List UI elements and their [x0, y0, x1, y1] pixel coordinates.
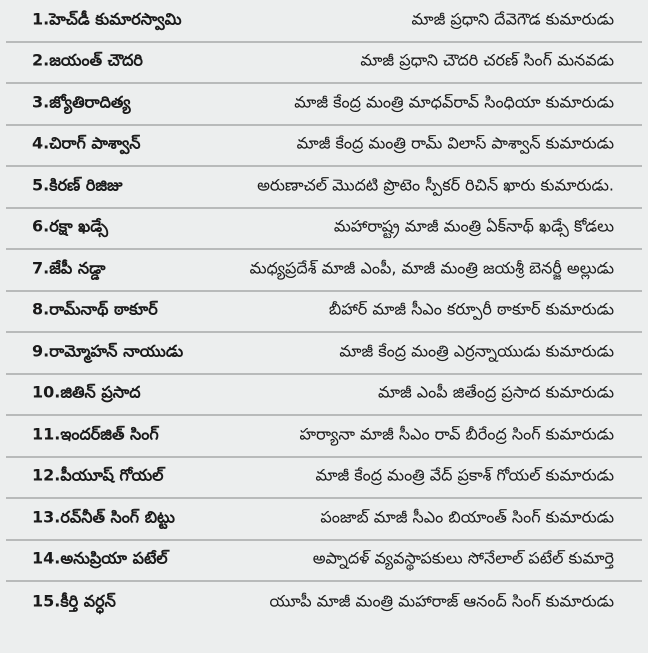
- list-row-4: [6, 126, 642, 168]
- row-name: 8.రామ్‌నాథ్ ఠాకూర్: [32, 299, 158, 319]
- list-row-9: [6, 333, 642, 375]
- row-name: 12.పీయూష్ గోయల్: [32, 465, 164, 485]
- row-name: 15.కీర్తి వర్ధన్: [32, 591, 116, 611]
- row-name: 1.హెచ్‌డీ కుమారస్వామి: [32, 9, 182, 29]
- row-description: అరుణాచల్ మొదటి ప్రొటెం స్పీకర్ రిచిన్ ఖారు కుమారుడు.: [257, 175, 614, 195]
- row-name: 11.ఇందర్‌జిత్ సింగ్: [32, 424, 159, 444]
- row-description: మాజీ ప్రధాని చౌదరి చరణ్ సింగ్ మనవడు: [360, 50, 614, 70]
- row-description: మాజీ ప్రధాని దేవెగౌడ కుమారుడు: [411, 9, 614, 29]
- row-description: మాజీ ఎంపీ జితేంద్ర ప్రసాద కుమారుడు: [377, 382, 614, 402]
- row-name: 13.రవ్‌నీత్ సింగ్ బిట్టు: [32, 507, 175, 527]
- list-row-3: [6, 84, 642, 126]
- list-row-10: [6, 375, 642, 417]
- row-name: 2.జయంత్ చౌదరి: [32, 50, 143, 70]
- row-description: మాజీ కేంద్ర మంత్రి వేద్ ప్రకాశ్ గోయల్ కుమారుడు: [315, 465, 614, 485]
- row-name: 9.రామ్మోహన్ నాయుడు: [32, 341, 184, 361]
- row-description: పంజాబ్ మాజీ సీఎం బియాంత్ సింగ్ కుమారుడు: [320, 507, 614, 527]
- row-description: మధ్యప్రదేశ్ మాజీ ఎంపీ, మాజీ మంత్రి జయశ్రీ బెనర్జీ అల్లుడు: [249, 258, 614, 278]
- row-name: 4.చిరాగ్ పాశ్వాన్: [32, 133, 141, 153]
- list-row-15: [6, 582, 642, 624]
- row-name: 5.కిరణ్ రిజిజు: [32, 175, 123, 195]
- row-name: 14.అనుప్రియా పటేల్: [32, 548, 168, 568]
- row-description: మాజీ కేంద్ర మంత్రి ఎర్రన్నాయుడు కుమారుడు: [339, 341, 614, 361]
- row-name: 3.జ్యోతిరాదిత్య: [32, 92, 131, 112]
- row-description: మాజీ కేంద్ర మంత్రి మాధవ్‌రావ్ సింధియా కుమారుడు: [294, 92, 614, 112]
- list-row-8: [6, 292, 642, 334]
- list-row-2: [6, 43, 642, 85]
- list-row-11: [6, 416, 642, 458]
- row-name: 7.జేపీ నడ్డా: [32, 258, 106, 278]
- list-row-6: [6, 209, 642, 251]
- row-description: మహారాష్ట్ర మాజీ మంత్రి ఏక్‌నాథ్ ఖడ్సే కోడలు: [333, 216, 614, 236]
- row-description: మాజీ కేంద్ర మంత్రి రామ్ విలాస్ పాశ్వాన్ కుమారుడు: [296, 133, 614, 153]
- list-row-14: [6, 541, 642, 583]
- row-description: యూపీ మాజీ మంత్రి మహారాజ్ ఆనంద్ సింగ్ కుమారుడు: [269, 591, 614, 611]
- list-row-1: [6, 1, 642, 43]
- row-name: 6.రక్షా ఖడ్సే: [32, 216, 109, 236]
- list-row-7: [6, 250, 642, 292]
- row-description: అప్నాదళ్ వ్యవస్థాపకులు సోనేలాల్ పటేల్ కుమార్తె: [312, 548, 614, 568]
- row-description: బీహార్ మాజీ సీఎం కర్పూరీ ఠాకూర్ కుమారుడు: [328, 299, 614, 319]
- list-row-5: [6, 167, 642, 209]
- row-description: హర్యానా మాజీ సీఎం రావ్ బీరేంద్ర సింగ్ కుమారుడు: [299, 424, 614, 444]
- list-row-13: [6, 499, 642, 541]
- list-row-12: [6, 458, 642, 500]
- row-name: 10.జితిన్ ప్రసాద: [32, 382, 141, 402]
